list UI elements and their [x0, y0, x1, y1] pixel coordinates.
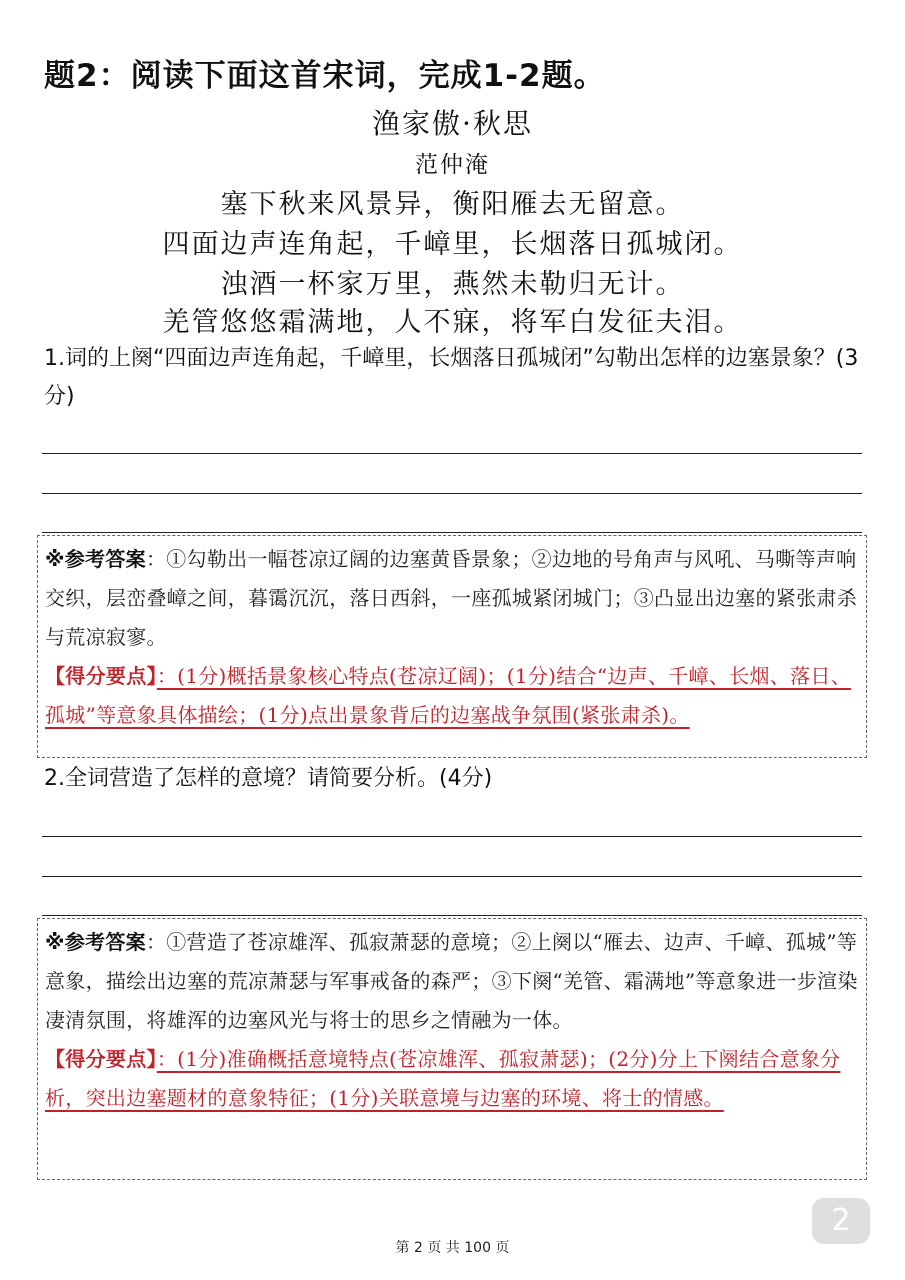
scoring-points-label: 【得分要点】	[45, 1047, 157, 1071]
poem-line: 塞下秋来风景异，衡阳雁去无留意。	[220, 189, 685, 220]
reference-answer-1	[45, 540, 860, 657]
question-1-prompt: 1.词的上阕“四面边声连角起，千嶂里，长烟落日孤城闭”勾勒出怎样的边塞景象？(3分)	[44, 346, 859, 409]
page-number-badge: 2	[812, 1198, 870, 1244]
poem-line: 羌管悠悠霜满地，人不寐，将军白发征夫泪。	[162, 307, 743, 338]
scoring-points-text: ：(1分)准确概括意境特点(苍凉雄浑、孤寂萧瑟)；(2分)分上下阕结合意象分析，突出边塞题材的意象特征；(1分)关联意境与边塞的环境、将士的情感。	[45, 1047, 841, 1110]
question-2-prompt: 2.全词营造了怎样的意境？请简要分析。(4分)	[44, 766, 493, 791]
reference-answer-label: ※参考答案	[45, 930, 146, 954]
poem-line: 四面边声连角起，千嶂里，长烟落日孤城闭。	[162, 229, 743, 260]
reference-answer-2	[45, 923, 860, 1040]
answer-line	[42, 915, 862, 916]
poem-line: 浊酒一杯家万里，燕然未勒归无计。	[220, 269, 685, 300]
answer-line	[42, 493, 862, 494]
scoring-points-1	[45, 657, 860, 735]
scoring-points-text: ：(1分)概括景象核心特点(苍凉辽阔)；(1分)结合“边声、千嶂、长烟、落日、孤城”等意象具体描绘；(1分)点出景象背后的边塞战争氛围(紧张肃杀)。	[45, 664, 852, 727]
answer-line	[42, 876, 862, 877]
reference-answer-label: ※参考答案	[45, 547, 146, 571]
poem-title: 渔家傲·秋思	[372, 107, 533, 140]
scoring-points-label: 【得分要点】	[45, 664, 157, 688]
answer-line	[42, 453, 862, 454]
reference-answer-box-1	[37, 535, 867, 758]
answer-line	[42, 532, 862, 533]
page-footer: 第 2 页 共 100 页	[395, 1240, 510, 1256]
reference-answer-box-2	[37, 918, 867, 1180]
reference-answer-text: ：①营造了苍凉雄浑、孤寂萧瑟的意境；②上阕以“雁去、边声、千嶂、孤城”等意象，描绘出边塞的荒凉萧瑟与军事戒备的森严；③下阕“羌管、霜满地”等意象进一步渲染凄清氛围，将雄浑的边塞风光与将士的思乡之情融为一体。	[45, 930, 858, 1032]
reference-answer-text: ：①勾勒出一幅苍凉辽阔的边塞黄昏景象；②边地的号角声与风吼、马嘶等声响交织，层峦叠嶂之间，暮霭沉沉，落日西斜，一座孤城紧闭城门；③凸显出边塞的紧张肃杀与荒凉寂寥。	[45, 547, 857, 649]
answer-line	[42, 836, 862, 837]
poem-author: 范仲淹	[415, 152, 490, 178]
question-set-title: 题2：阅读下面这首宋词，完成1-2题。	[44, 58, 606, 94]
scoring-points-2	[45, 1040, 860, 1118]
